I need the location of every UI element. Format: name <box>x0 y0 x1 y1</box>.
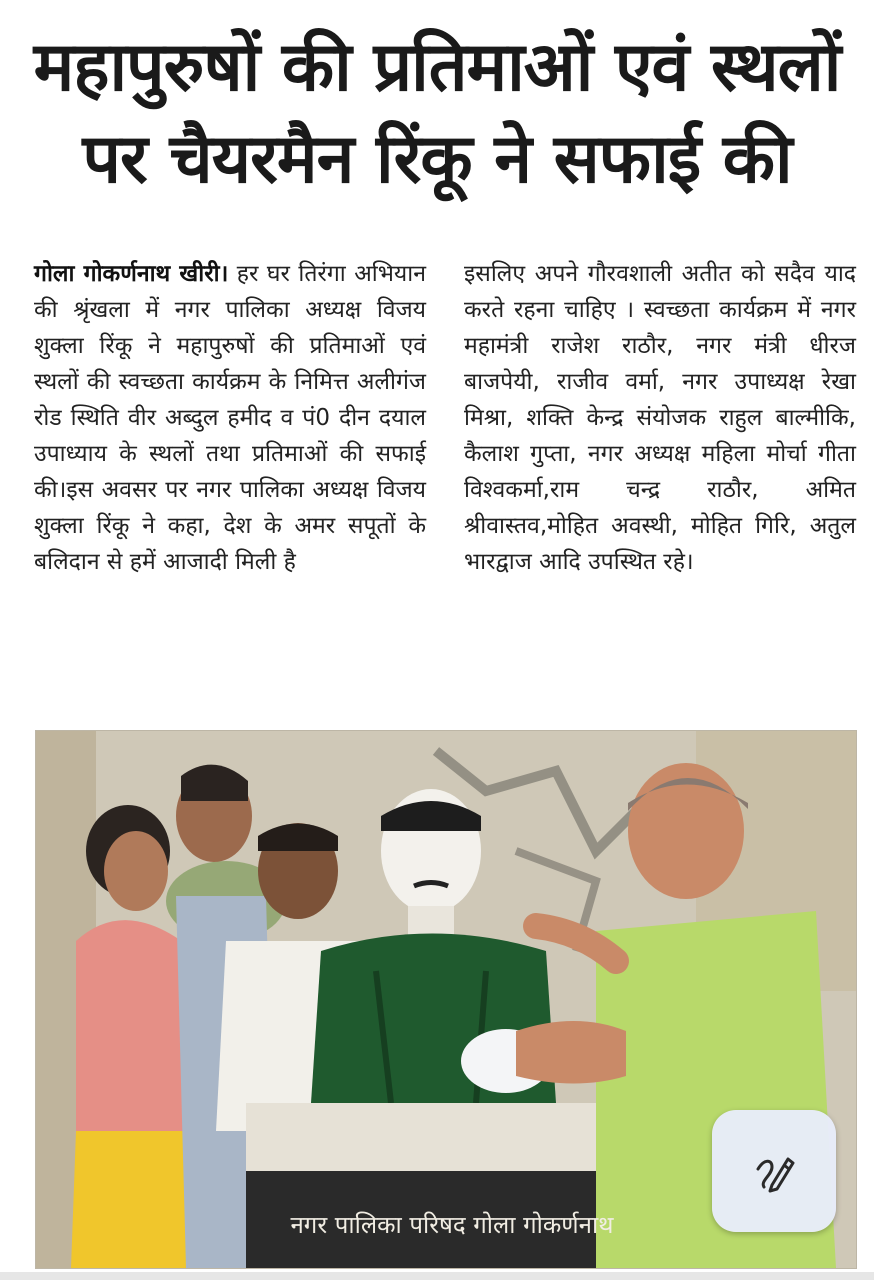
article-text-col1: हर घर तिरंगा अभियान की श्रृंखला में नगर पालिका अध्यक्ष विजय शुक्ला रिंकू ने महापुरुषों की प्रतिमाओं एवं स्थलों की स्वच्छता कार्यक्रम के निमित्त अलीगंज रोड स्थिति वीर अब्दुल हमीद व पं0 दीन दयाल उपाध्याय के स्थलों तथा प्रतिमाओं की सफाई की।इस अवसर पर नगर पालिका अध्यक्ष विजय शुक्ला रिंकू ने कहा, देश के अमर सपूतों के बलिदान से हमें आजादी मिली है <box>34 261 426 575</box>
article-column-left <box>34 256 426 580</box>
dateline: गोला गोकर्णनाथ खीरी। <box>34 261 229 287</box>
article-column-right <box>464 256 856 580</box>
headline <box>0 22 874 206</box>
bottom-strip <box>0 1272 874 1280</box>
plaque-text: नगर पालिका परिषद गोला गोकर्णनाथ <box>290 1211 614 1239</box>
edit-pen-icon <box>750 1147 798 1195</box>
article-text-col2: इसलिए अपने गौरवशाली अतीत को सदैव याद करते रहना चाहिए । स्वच्छता कार्यक्रम में नगर महामंत्री राजेश राठौर, नगर मंत्री धीरज बाजपेयी, राजीव वर्मा, नगर उपाध्यक्ष रेखा मिश्रा, शक्ति केन्द्र संयोजक राहुल बाल्मीकि, कैलाश गुप्ता, नगर अध्यक्ष महिला मोर्चा गीता विश्वकर्मा,राम चन्द्र राठौर, अमित श्रीवास्तव,मोहित अवस्थी, मोहित गिरि, अतुल भारद्वाज आदि उपस्थित रहे। <box>464 261 856 575</box>
headline-line-1: महापुरुषों की प्रतिमाओं एवं स्थलों <box>33 28 841 107</box>
headline-line-2: पर चैयरमैन रिंकू ने सफाई की <box>82 120 792 199</box>
edit-button[interactable] <box>712 1110 836 1232</box>
